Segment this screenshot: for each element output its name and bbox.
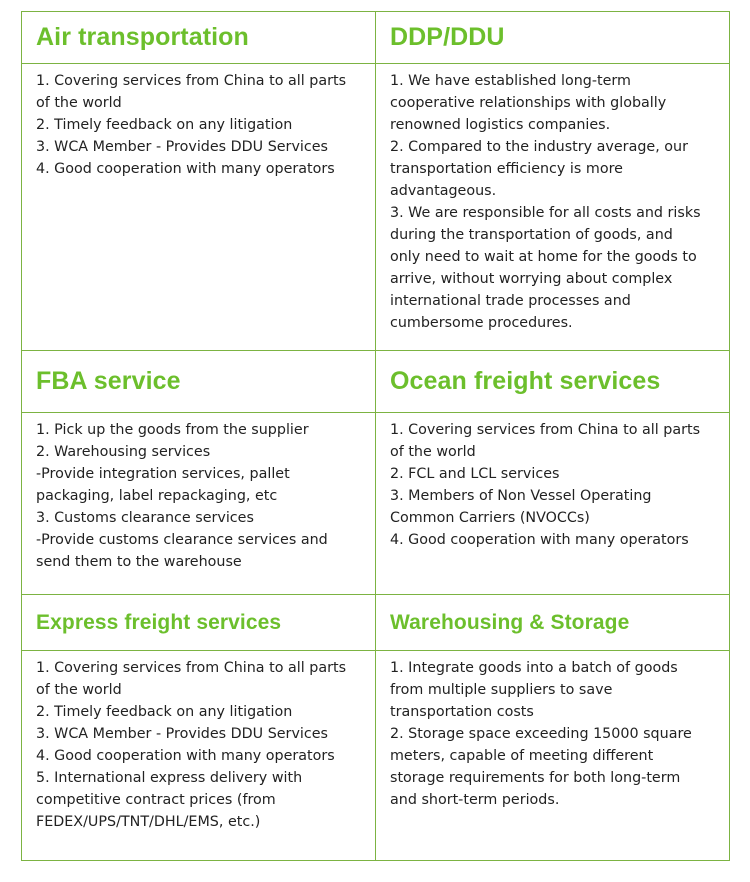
- service-line: advantageous.: [390, 183, 497, 199]
- service-line: 4. Good cooperation with many operators: [390, 532, 689, 548]
- service-line: 3. WCA Member - Provides DDU Services: [36, 726, 328, 742]
- service-line: packaging, label repackaging, etc: [36, 488, 278, 504]
- service-line: meters, capable of meeting different: [390, 748, 654, 764]
- warehousing-storage-header: [376, 595, 730, 651]
- service-line: during the transportation of goods, and: [390, 227, 673, 243]
- content-row: [22, 413, 730, 595]
- service-line: of the world: [36, 95, 122, 111]
- service-line: 3. Members of Non Vessel Operating: [390, 488, 652, 504]
- service-line: 4. Good cooperation with many operators: [36, 161, 335, 177]
- service-line: 4. Good cooperation with many operators: [36, 748, 335, 764]
- service-line: renowned logistics companies.: [390, 117, 611, 133]
- fba-service-body: [22, 413, 376, 595]
- service-line: 3. Customs clearance services: [36, 510, 254, 526]
- content-row: [22, 64, 730, 351]
- service-line: 5. International express delivery with: [36, 770, 303, 786]
- service-line: 2. Warehousing services: [36, 444, 211, 460]
- ddp-ddu-header: [376, 12, 730, 64]
- service-line: and short-term periods.: [390, 792, 560, 808]
- service-line: 1. Integrate goods into a batch of goods: [390, 660, 678, 676]
- express-freight-header: [22, 595, 376, 651]
- service-line: arrive, without worrying about complex: [390, 271, 673, 287]
- air-transportation-header: [22, 12, 376, 64]
- service-line: of the world: [390, 444, 476, 460]
- fba-service-header: [22, 351, 376, 413]
- section-title: DDP/DDU: [390, 23, 505, 51]
- service-line: -Provide integration services, pallet: [36, 466, 290, 482]
- ddp-ddu-body: [376, 64, 730, 351]
- service-line: Common Carriers (NVOCCs): [390, 510, 590, 526]
- express-freight-body: [22, 651, 376, 861]
- service-line: from multiple suppliers to save: [390, 682, 613, 698]
- service-line: 3. We are responsible for all costs and risks: [390, 205, 701, 221]
- service-line: 2. Timely feedback on any litigation: [36, 704, 293, 720]
- section-title: Warehousing & Storage: [390, 610, 630, 634]
- section-title: FBA service: [36, 367, 181, 395]
- section-title: Air transportation: [36, 23, 249, 51]
- air-transportation-body: [22, 64, 376, 351]
- service-line: 3. WCA Member - Provides DDU Services: [36, 139, 328, 155]
- services-table: [21, 11, 730, 861]
- service-line: 1. Covering services from China to all parts: [36, 73, 347, 89]
- warehousing-storage-body: [376, 651, 730, 861]
- header-row: [22, 12, 730, 64]
- service-line: transportation efficiency is more: [390, 161, 623, 177]
- service-line: 2. Compared to the industry average, our: [390, 139, 688, 155]
- service-line: 2. Storage space exceeding 15000 square: [390, 726, 692, 742]
- service-line: FEDEX/UPS/TNT/DHL/EMS, etc.): [36, 814, 261, 830]
- service-line: 1. Covering services from China to all parts: [390, 422, 701, 438]
- service-line: cumbersome procedures.: [390, 315, 573, 331]
- service-line: -Provide customs clearance services and: [36, 532, 328, 548]
- service-line: 1. Covering services from China to all parts: [36, 660, 347, 676]
- service-line: send them to the warehouse: [36, 554, 242, 570]
- content-row: [22, 651, 730, 861]
- header-row: [22, 595, 730, 651]
- header-row: [22, 351, 730, 413]
- service-line: transportation costs: [390, 704, 534, 720]
- service-line: only need to wait at home for the goods to: [390, 249, 697, 265]
- service-line: 1. We have established long-term: [390, 73, 631, 89]
- service-line: cooperative relationships with globally: [390, 95, 667, 111]
- ocean-freight-header: [376, 351, 730, 413]
- service-line: storage requirements for both long-term: [390, 770, 681, 786]
- ocean-freight-body: [376, 413, 730, 595]
- service-line: 2. Timely feedback on any litigation: [36, 117, 293, 133]
- service-line: 2. FCL and LCL services: [390, 466, 560, 482]
- service-line: of the world: [36, 682, 122, 698]
- service-line: competitive contract prices (from: [36, 792, 276, 808]
- service-line: international trade processes and: [390, 293, 631, 309]
- section-title: Express freight services: [36, 610, 282, 634]
- section-title: Ocean freight services: [390, 367, 661, 395]
- service-line: 1. Pick up the goods from the supplier: [36, 422, 309, 438]
